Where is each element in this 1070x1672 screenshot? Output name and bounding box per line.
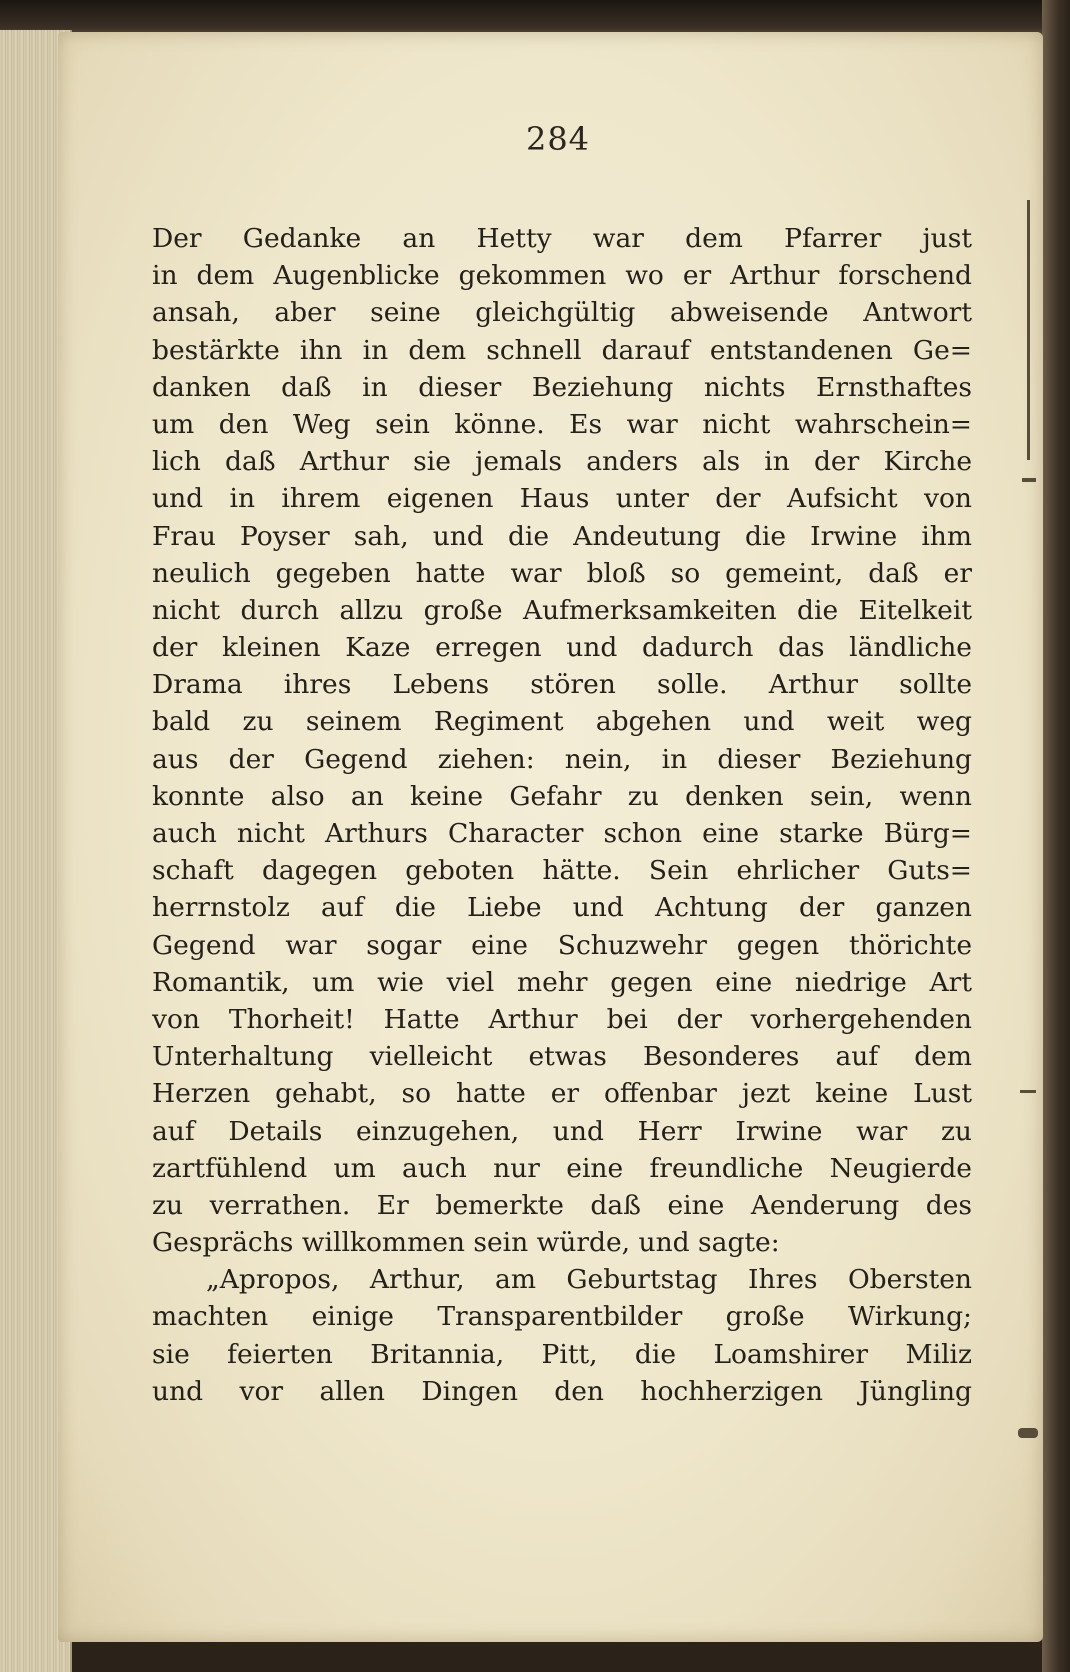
text-line: Romantik, um wie viel mehr gegen eine niedrige Art <box>152 966 972 998</box>
text-line: von Thorheit! Hatte Arthur bei der vorhergehenden <box>152 1003 972 1035</box>
margin-pencil-mark <box>1022 478 1036 482</box>
text-line: lich daß Arthur sie jemals anders als in der Kirche <box>152 446 972 478</box>
text-line: zu verrathen. Er bemerkte daß eine Aenderung des <box>152 1189 972 1221</box>
text-line: bestärkte ihn in dem schnell darauf entstandenen Ge= <box>152 334 972 366</box>
text-line: „Apropos, Arthur, am Geburtstag Ihres Obersten <box>206 1264 972 1296</box>
text-line: sie feierten Britannia, Pitt, die Loamshirer Miliz <box>152 1338 972 1370</box>
book-cover-edge <box>1042 0 1070 1672</box>
text-line: auf Details einzugehen, und Herr Irwine war zu <box>152 1115 972 1147</box>
text-line: Frau Poyser sah, und die Andeutung die Irwine ihm <box>152 520 972 552</box>
text-line: Herzen gehabt, so hatte er offenbar jezt keine Lust <box>152 1078 972 1110</box>
text-line: und in ihrem eigenen Haus unter der Aufsicht von <box>152 483 972 515</box>
text-line: aus der Gegend ziehen: nein, in dieser Beziehung <box>152 743 972 775</box>
margin-pencil-mark <box>1027 200 1030 460</box>
text-line: auch nicht Arthurs Character schon eine starke Bürg= <box>152 818 972 849</box>
page-number: 284 <box>525 120 591 158</box>
text-line: in dem Augenblicke gekommen wo er Arthur forschend <box>152 260 972 292</box>
text-line: Unterhaltung vielleicht etwas Besonderes auf dem <box>152 1041 972 1073</box>
text-line: Gesprächs willkommen sein würde, und sagte: <box>152 1227 780 1259</box>
text-line: machten einige Transparentbilder große Wirkung; <box>152 1301 972 1333</box>
text-line: ansah, aber seine gleichgültig abweisende Antwort <box>152 297 972 329</box>
book-page <box>58 32 1043 1642</box>
text-line: Drama ihres Lebens stören solle. Arthur sollte <box>152 669 972 701</box>
text-line: neulich gegeben hatte war bloß so gemeint, daß er <box>152 557 972 589</box>
text-line: danken daß in dieser Beziehung nichts Ernsthaftes <box>152 371 972 403</box>
text-line: Der Gedanke an Hetty war dem Pfarrer just <box>152 223 972 254</box>
text-line: bald zu seinem Regiment abgehen und weit weg <box>152 706 972 738</box>
text-line: konnte also an keine Gefahr zu denken sein, wenn <box>152 780 972 812</box>
text-line: und vor allen Dingen den hochherzigen Jüngling <box>152 1375 972 1407</box>
text-line: schaft dagegen geboten hätte. Sein ehrlicher Guts= <box>152 855 972 887</box>
margin-ink-blot <box>1018 1428 1038 1438</box>
text-line: nicht durch allzu große Aufmerksamkeiten die Eitelkeit <box>152 594 972 626</box>
text-line: Gegend war sogar eine Schuzwehr gegen thörichte <box>152 929 972 961</box>
margin-pencil-mark <box>1020 1090 1036 1093</box>
text-line: der kleinen Kaze erregen und dadurch das ländliche <box>152 632 972 664</box>
text-line: um den Weg sein könne. Es war nicht wahrschein= <box>152 408 972 440</box>
text-line: zartfühlend um auch nur eine freundliche Neugierde <box>152 1152 972 1184</box>
body-text <box>152 220 972 1410</box>
text-line: herrnstolz auf die Liebe und Achtung der ganzen <box>152 892 972 924</box>
